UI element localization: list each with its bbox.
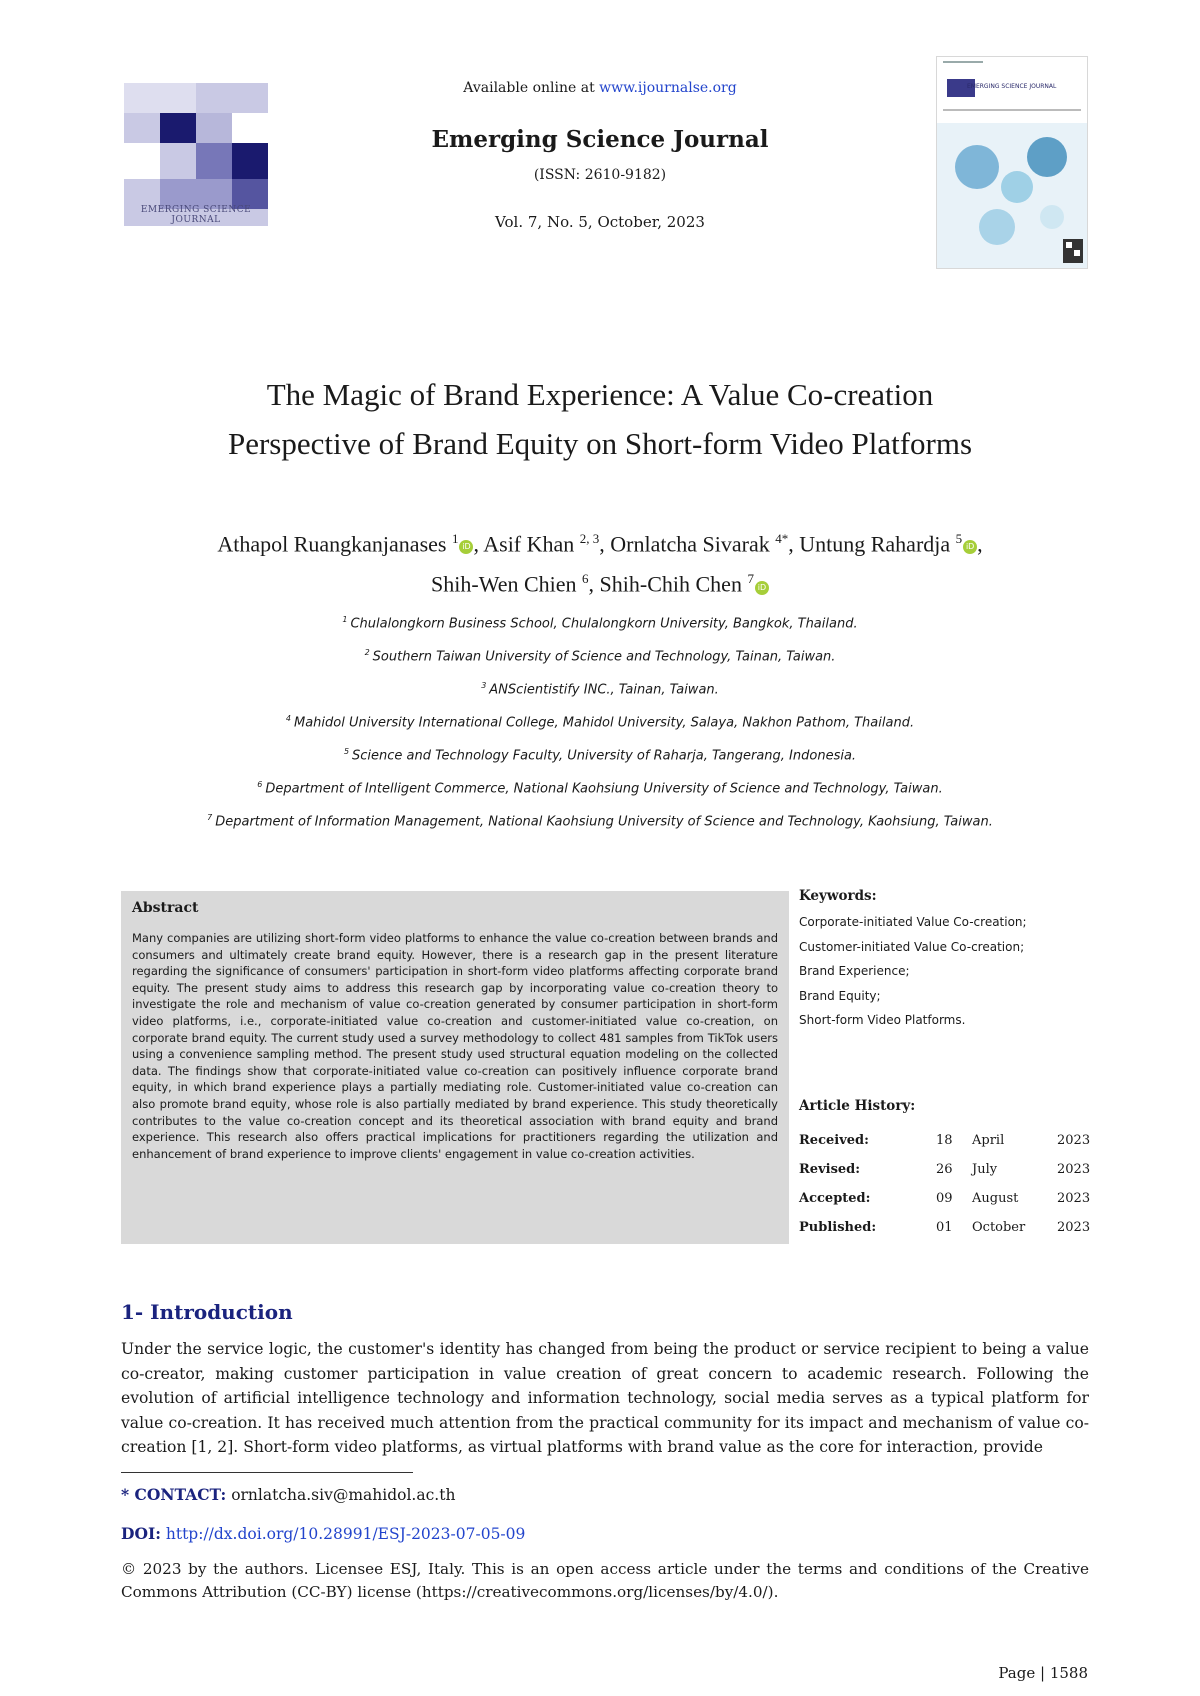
authors-line-2 [0,561,1200,601]
keyword-item: Short-form Video Platforms. [799,1013,966,1028]
author-separator: , [788,531,800,557]
history-label: Revised: [799,1162,861,1177]
history-year: 2023 [1057,1191,1091,1206]
abstract-text: Many companies are utilizing short-form video platforms to enhance the value co-creation between brands and consumers and ultimately create brand equity. However, there is a research gap in the present literature regarding the significance of consumers' participation in short-form video platforms affecting corporate brand equity. The present study aims to address this research gap by incorporating value co-creation theory to investigate the role and mechanism of value co-creation generated by consumer participation in short-form video platforms, i.e., corporate-initiated value co-creation and customer-initiated value co-creation, on corporate brand equity. The current study used a survey methodology to collect 481 samples from TikTok users using a convenience sampling method. The present study used structural equation modeling on the collected data. The findings show that corporate-initiated value co-creation can positively influence corporate brand equity, in which brand experience plays a partially mediating role. Customer-initiated value co-creation can also promote brand equity, whose role is also partially mediated by brand experience. This study theoretically contributes to the value co-creation concept and its theoretical association with brand equity and brand experience. This research also offers practical implications for practitioners regarding the utilization and enhancement of brand experience to improve clients' engagement in value co-creation activities. [132,931,778,1161]
author-affil-ref: 6 [582,571,589,587]
history-row-published [799,1220,1091,1244]
affiliation-number: 5 [343,747,350,756]
affiliation-text: Mahidol University International College, Mahidol University, Salaya, Nakhon Pathom, Thailand. [293,715,915,731]
history-month: July [972,1162,998,1177]
affiliation-text: Department of Information Management, National Kaohsiung University of Science and Technology, Kaohsiung, Taiwan. [215,814,993,830]
doi-line [121,1524,525,1543]
history-row-revised [799,1162,1091,1186]
affiliation-number: 7 [207,813,213,822]
affiliation-number: 1 [342,615,348,624]
title-line-1: The Magic of Brand Experience: A Value Co-creation [266,377,934,412]
affiliation-text: Southern Taiwan University of Science and Technology, Tainan, Taiwan. [372,649,836,665]
history-year: 2023 [1057,1133,1091,1148]
history-day: 18 [936,1133,953,1148]
history-year: 2023 [1057,1162,1091,1177]
article-title [0,370,1200,468]
affiliation [0,643,1200,676]
affiliation-text: ANScientistify INC., Tainan, Taiwan. [489,682,719,698]
history-month: April [972,1133,1005,1148]
history-month: October [972,1220,1026,1235]
author-separator: , [588,571,600,597]
keyword-item: Brand Equity; [799,988,881,1003]
history-row-accepted [799,1191,1091,1215]
history-label: Published: [799,1220,877,1235]
affiliation-number: 4 [285,714,291,723]
history-month: August [972,1191,1019,1206]
abstract-heading: Abstract [132,900,199,916]
footnote-divider [121,1472,413,1473]
author-name: Shih-Chih Chen [599,571,748,597]
contact-footnote [121,1485,455,1504]
license-text: © 2023 by the authors. Licensee ESJ, Italy. This is an open access article under the terms and conditions of the Creative Commons Attribution (CC-BY) license (https://creativecommons.org/licenses/by/4.0/). [121,1560,1089,1601]
journal-volume: Vol. 7, No. 5, October, 2023 [495,213,705,231]
author-name: Untung Rahardja [799,531,956,557]
introduction-heading: 1- Introduction [121,1300,293,1324]
history-day: 26 [936,1162,953,1177]
affiliation [0,709,1200,742]
history-year: 2023 [1057,1220,1091,1235]
affiliation [0,742,1200,775]
history-day: 09 [936,1191,953,1206]
journal-issn: (ISSN: 2610-9182) [533,167,667,183]
author-separator: , [599,531,611,557]
contact-email[interactable]: ornlatcha.siv@mahidol.ac.th [226,1486,456,1504]
author-separator: , [473,531,484,557]
history-label: Accepted: [799,1191,871,1206]
contact-label: * CONTACT: [121,1485,227,1504]
history-heading: Article History: [799,1098,916,1114]
affiliation-list [0,610,1200,841]
affiliation [0,775,1200,808]
affiliation-number: 3 [481,681,487,690]
page-number: Page | 1588 [998,1664,1088,1682]
orcid-icon[interactable]: iD [755,581,769,595]
keywords-heading: Keywords: [799,888,877,904]
history-day: 01 [936,1220,953,1235]
author-name: Athapol Ruangkanjanases [217,531,452,557]
keyword-item: Corporate-initiated Value Co-creation; [799,915,1027,929]
journal-website-link[interactable]: www.ijournalse.org [599,80,737,96]
affiliation-text: Science and Technology Faculty, University of Raharja, Tangerang, Indonesia. [352,748,857,764]
author-name: Asif Khan [483,531,580,557]
affiliation [0,808,1200,841]
author-affil-ref: 5 [955,531,963,546]
authors-line-1 [0,521,1200,561]
keyword-item: Customer-initiated Value Co-creation; [799,939,1025,954]
journal-cover-image [936,56,1088,269]
history-row-received [799,1133,1091,1157]
doi-label: DOI: [121,1524,161,1543]
affiliation-number: 2 [364,648,370,657]
journal-name: Emerging Science Journal [431,126,769,153]
author-name: Ornlatcha Sivarak [610,531,776,557]
title-line-2: Perspective of Brand Equity on Short-form Video Platforms [227,426,973,461]
affiliation [0,610,1200,643]
author-name: Shih-Wen Chien [431,571,583,597]
author-affil-ref: 1 [451,531,459,546]
author-separator: , [977,531,983,557]
affiliation-text: Chulalongkorn Business School, Chulalongkorn University, Bangkok, Thailand. [350,616,858,632]
keywords-list [799,912,1027,1035]
author-affil-ref: 2, 3 [579,531,600,546]
logo-caption: EMERGING SCIENCE JOURNAL [140,205,252,225]
keyword-item: Brand Experience; [799,964,910,979]
affiliation-number: 6 [257,780,263,789]
affiliation [0,676,1200,709]
available-prefix: Available online at [463,80,600,96]
author-list [0,521,1200,602]
author-affil-ref: 7 [747,571,754,587]
orcid-icon[interactable]: iD [963,540,977,554]
history-label: Received: [799,1133,869,1148]
orcid-icon[interactable]: iD [459,540,473,554]
author-affil-ref: 4* [775,531,789,546]
cover-title: EMERGING SCIENCE JOURNAL [967,83,1057,90]
affiliation-text: Department of Intelligent Commerce, National Kaohsiung University of Science and Technology, Taiwan. [265,781,943,797]
introduction-text: Under the service logic, the customer's identity has changed from being the product or service recipient to being a value co-creator, making customer participation in value creation of great concern to academic research. Following the evolution of artificial intelligence technology and information technology, social media serves as a typical platform for value co-creation. It has received much attention from the practical community for its impact and mechanism of value co-creation [1, 2]. Short-form video platforms, as virtual platforms with brand value as the core for interaction, provide [121,1340,1089,1457]
doi-link[interactable]: http://dx.doi.org/10.28991/ESJ-2023-07-05-09 [165,1525,526,1543]
